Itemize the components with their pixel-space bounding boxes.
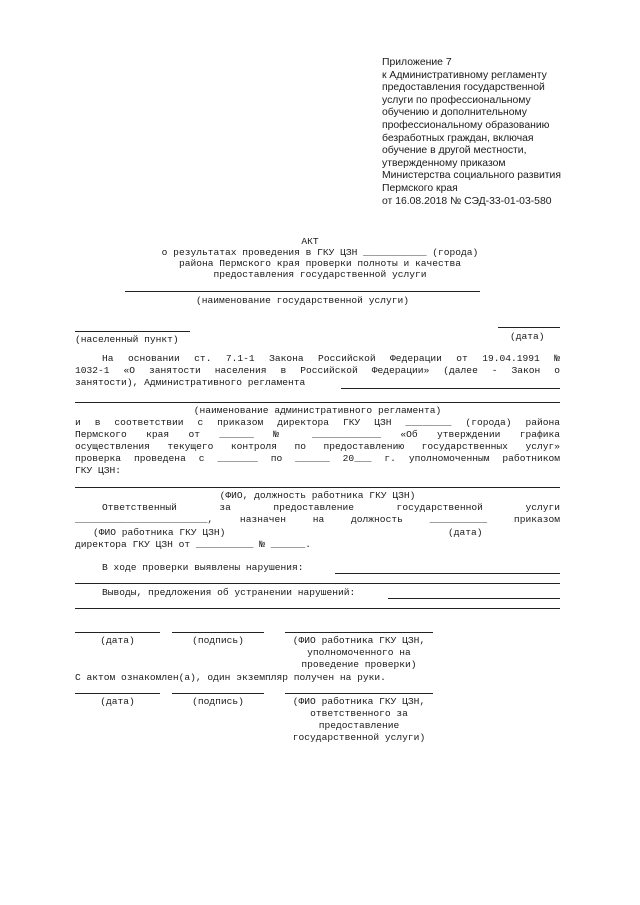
annex-line: Пермского края — [382, 182, 458, 194]
act-subtitle-line3: предоставления государственной услуги — [213, 269, 427, 280]
body-line: директора ГКУ ЦЗН от __________ № ______. — [75, 539, 312, 550]
date-label: (дата) — [510, 331, 545, 342]
sig1-fio-label: (ФИО работника ГКУ ЦЗН, — [292, 635, 426, 646]
annex-line: обучение в другой местности, — [382, 145, 527, 157]
conclusions-label: Выводы, предложения об устранении нарушений: — [102, 587, 356, 598]
regulation-fill-line — [341, 388, 560, 389]
sig1-sign-line — [172, 632, 264, 633]
sig2-sign-line — [172, 693, 264, 694]
body-line: проверка проведена с _______ по ______ 20___ г. уполномоченным работником — [75, 453, 560, 464]
date-line — [498, 327, 560, 328]
sig2-fio-label: (ФИО работника ГКУ ЦЗН, — [292, 696, 426, 707]
inspector-label: (ФИО, должность работника ГКУ ЦЗН) — [219, 490, 416, 501]
act-subtitle-line1: о результатах проведения в ГКУ ЦЗН ___________ (города) — [161, 247, 479, 258]
body-line: Пермского края от ______ № ____________ «Об утверждении графика — [75, 429, 560, 440]
service-name-label: (наименование государственной услуги) — [195, 295, 410, 306]
sig2-sign-label: (подпись) — [192, 696, 244, 707]
sig2-fio-label: предоставление — [318, 720, 400, 731]
annex-block — [382, 57, 582, 208]
body-line: ГКУ ЦЗН: — [75, 465, 122, 476]
body-line: и в соответствии с приказом директора ГКУ ЦЗН ________ (города) района — [75, 417, 560, 428]
annex-line: предоставления государственной — [382, 82, 545, 94]
act-title: АКТ — [301, 236, 319, 247]
sig2-date-label: (дата) — [100, 696, 135, 707]
regulation-line — [75, 402, 560, 403]
act-subtitle-line2: района Пермского края проверки полноты и качества — [178, 258, 462, 269]
body-line: На основании ст. 7.1-1 Закона Российской Федерации от 19.04.1991 № — [102, 353, 560, 364]
acquainted-text: С актом ознакомлен(а), один экземпляр получен на руки. — [75, 672, 386, 683]
body-line: 1032-1 «О занятости населения в Российской Федерации» (далее - Закон о — [75, 365, 560, 376]
body-line: осуществления текущего контроля по предоставлению государственных услуг» — [75, 441, 560, 452]
employee-label: (ФИО работника ГКУ ЦЗН) — [93, 527, 226, 538]
sig1-fio-label: проведение проверки) — [301, 659, 417, 670]
body-line: Ответственный за предоставление государственной услуги — [102, 502, 560, 513]
annex-line: к Административному регламенту — [382, 69, 547, 81]
violations-fill-line — [335, 573, 560, 574]
conclusions-line — [75, 608, 560, 609]
violations-label: В ходе проверки выявлены нарушения: — [102, 562, 304, 573]
sig1-fio-label: уполномоченного на — [307, 647, 411, 658]
annex-line: безработных граждан, включая — [382, 132, 534, 144]
annex-line: Министерства социального развития — [382, 170, 561, 182]
settlement-line — [75, 331, 190, 332]
annex-line: услуги по профессиональному — [382, 94, 531, 106]
annex-line: обучению и дополнительному — [382, 107, 527, 119]
sig2-date-line — [75, 693, 160, 694]
regulation-label: (наименование административного регламента) — [193, 405, 442, 416]
annex-line: Приложение 7 — [382, 57, 452, 68]
sig1-date-line — [75, 632, 160, 633]
sig2-fio-label: государственной услуги) — [292, 732, 426, 743]
date-label-2: (дата) — [448, 527, 483, 538]
sig1-date-label: (дата) — [100, 635, 135, 646]
violations-line — [75, 583, 560, 584]
conclusions-fill-line — [388, 598, 560, 599]
sig2-fio-label: ответственного за — [310, 708, 408, 719]
sig1-sign-label: (подпись) — [192, 635, 244, 646]
sig1-fio-line — [285, 632, 433, 633]
settlement-label: (населенный пункт) — [75, 334, 179, 345]
annex-line: от 16.08.2018 № СЭД-33-01-03-580 — [382, 195, 552, 207]
inspector-line — [75, 487, 560, 488]
annex-line: профессиональному образованию — [382, 119, 550, 131]
sig2-fio-line — [285, 693, 433, 694]
body-line: занятости), Административного регламента — [75, 377, 306, 388]
body-line: _______________________, назначен на должность __________ приказом — [75, 514, 560, 525]
annex-line: утвержденному приказом — [382, 157, 506, 169]
service-name-line — [125, 291, 480, 292]
